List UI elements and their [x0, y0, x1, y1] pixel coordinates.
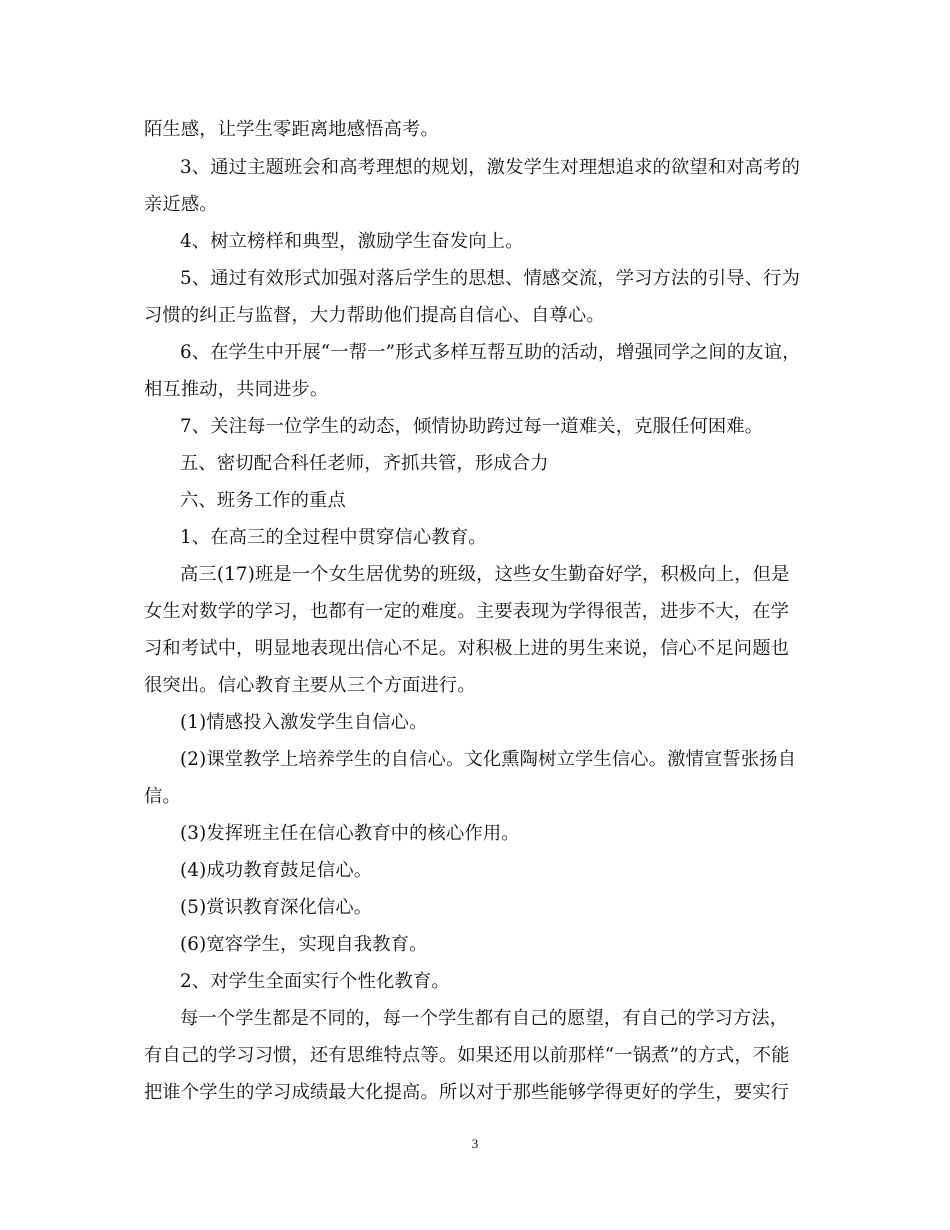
text-line: 3、通过主题班会和高考理想的规划，激发学生对理想追求的欲望和对高考的: [180, 157, 801, 178]
text-line: 每一个学生都是不同的，每一个学生都有自己的愿望，有自己的学习方法，: [180, 1008, 789, 1029]
text-line: (6)宽容学生，实现自我教育。: [180, 934, 428, 955]
text-line: 6、在学生中开展“一帮一”形式多样互帮互助的活动，增强同学之间的友谊，: [180, 342, 801, 363]
text-line: 习惯的纠正与监督，大力帮助他们提高自信心、自尊心。: [144, 305, 605, 326]
text-line: 有自己的学习习惯，还有思维特点等。如果还用以前那样“一锅煮”的方式，不能: [144, 1045, 790, 1066]
text-line: (4)成功教育鼓足信心。: [180, 860, 373, 881]
section-heading: 五、密切配合科任老师，齐抓共管，形成合力: [180, 453, 549, 474]
section-heading: 六、班务工作的重点: [180, 490, 346, 511]
text-line: 女生对数学的学习，也都有一定的难度。主要表现为学得很苦，进步不大，在学: [144, 601, 790, 622]
text-line: 陌生感，让学生零距离地感悟高考。: [144, 119, 439, 140]
text-line: 很突出。信心教育主要从三个方面进行。: [144, 675, 476, 696]
text-line: (2)课堂教学上培养学生的自信心。文化熏陶树立学生信心。激情宣誓张扬自: [180, 749, 797, 770]
text-line: 亲近感。: [144, 194, 218, 215]
text-line: 习和考试中，明显地表现出信心不足。对积极上进的男生来说，信心不足问题也: [144, 638, 790, 659]
text-line: 信。: [144, 786, 181, 807]
text-line: (5)赏识教育深化信心。: [180, 897, 373, 918]
text-line: 相互推动，共同进步。: [144, 379, 329, 400]
text-line: 7、关注每一位学生的动态，倾情协助跨过每一道难关，克服任何困难。: [180, 416, 764, 437]
page-number: 3: [471, 1136, 479, 1151]
text-line: 4、树立榜样和典型，激励学生奋发向上。: [180, 231, 524, 252]
text-line: 5、通过有效形式加强对落后学生的思想、情感交流，学习方法的引导、行为: [180, 268, 801, 289]
text-line: 1、在高三的全过程中贯穿信心教育。: [180, 527, 487, 548]
text-line: 高三(17)班是一个女生居优势的班级，这些女生勤奋好学，积极向上，但是: [180, 564, 790, 585]
text-line: 2、对学生全面实行个性化教育。: [180, 971, 450, 992]
text-line: (1)情感投入激发学生自信心。: [180, 712, 428, 733]
text-line: 把谁个学生的学习成绩最大化提高。所以对于那些能够学得更好的学生，要实行: [144, 1082, 790, 1103]
text-line: (3)发挥班主任在信心教育中的核心作用。: [180, 823, 520, 844]
